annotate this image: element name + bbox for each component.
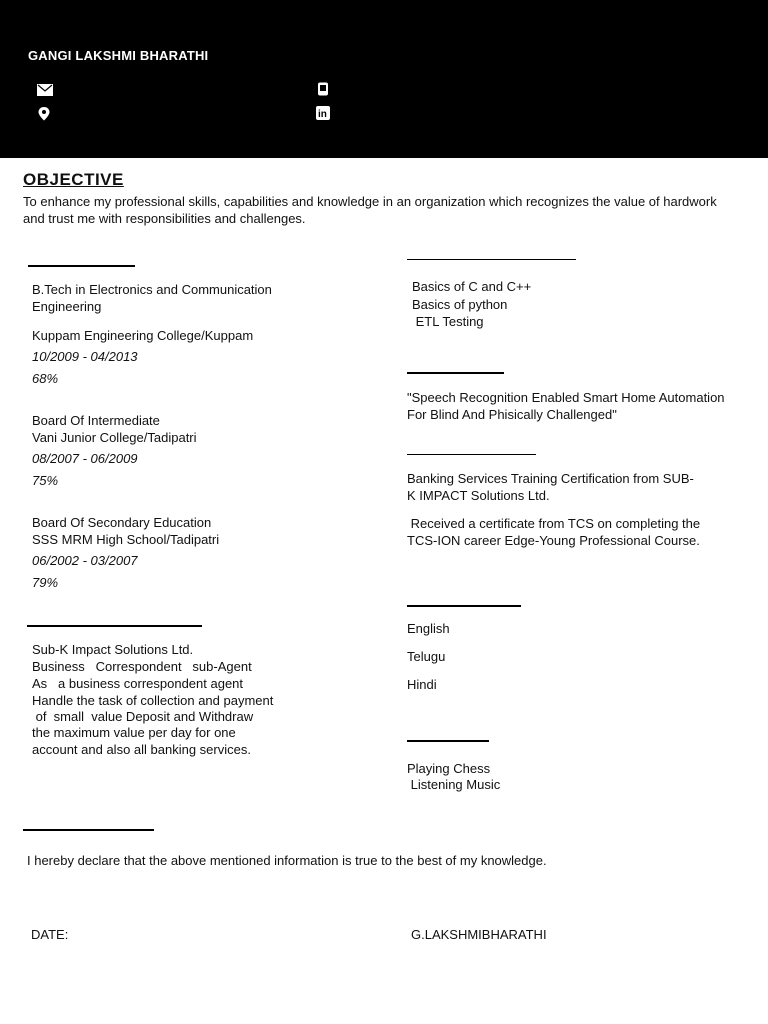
- education-degree: Board Of Intermediate: [32, 413, 160, 428]
- linkedin-icon: [316, 106, 332, 120]
- education-dates: 08/2007 - 06/2009: [32, 451, 138, 466]
- education-score: 79%: [32, 575, 59, 590]
- certification-item: K IMPACT Solutions Ltd.: [407, 488, 550, 503]
- svg-text:in: in: [318, 109, 327, 120]
- skill-item: Basics of C and C++: [412, 279, 532, 294]
- hobbies-heading-rule: [407, 740, 489, 742]
- experience-line: account and also all banking services.: [32, 742, 251, 757]
- certification-item: Received a certificate from TCS on completing the: [407, 516, 701, 531]
- project-heading-rule: [407, 372, 504, 374]
- education-degree: Engineering: [32, 299, 102, 314]
- education-dates: 06/2002 - 03/2007: [32, 553, 138, 568]
- hobby-item: Playing Chess: [407, 761, 491, 776]
- phone-icon: [317, 82, 333, 96]
- language-item: Hindi: [407, 677, 437, 692]
- declaration-text: I hereby declare that the above mentioned information is true to the best of my knowledge.: [27, 853, 547, 868]
- experience-line: As a business correspondent agent: [32, 676, 244, 691]
- project-title: "Speech Recognition Enabled Smart Home Automation: [407, 390, 725, 405]
- education-institution: Kuppam Engineering College/Kuppam: [32, 328, 254, 343]
- declaration-heading-rule: [23, 829, 154, 831]
- experience-line: the maximum value per day for one: [32, 725, 236, 740]
- education-institution: SSS MRM High School/Tadipatri: [32, 532, 220, 547]
- education-institution: Vani Junior College/Tadipatri: [32, 430, 197, 445]
- project-title: For Blind And Phisically Challenged": [407, 407, 617, 422]
- education-degree: Board Of Secondary Education: [32, 515, 212, 530]
- education-score: 75%: [32, 473, 59, 488]
- education-heading-rule: [28, 265, 135, 267]
- objective-text: To enhance my professional skills, capabilities and knowledge in an organization which recognizes the value of hardwork and trust me with responsibilities and challenges.: [23, 194, 717, 226]
- skill-item: Basics of python: [412, 297, 508, 312]
- education-score: 68%: [32, 371, 59, 386]
- email-icon: [37, 83, 53, 97]
- skill-item: ETL Testing: [412, 314, 484, 329]
- candidate-name: GANGI LAKSHMI BHARATHI: [28, 48, 209, 63]
- language-item: Telugu: [407, 649, 446, 664]
- experience-line: of small value Deposit and Withdraw: [32, 709, 254, 724]
- date-label: DATE:: [31, 927, 69, 942]
- education-dates: 10/2009 - 04/2013: [32, 349, 138, 364]
- hobby-item: Listening Music: [407, 777, 501, 792]
- signature-name: G.LAKSHMIBHARATHI: [411, 927, 547, 942]
- experience-heading-rule: [27, 625, 202, 627]
- education-degree: B.Tech in Electronics and Communication: [32, 282, 272, 297]
- experience-line: Handle the task of collection and payment: [32, 693, 274, 708]
- skills-heading-rule: [407, 259, 576, 260]
- certifications-heading-rule: [407, 454, 536, 455]
- location-icon: [38, 107, 54, 121]
- header-banner: [0, 0, 768, 158]
- certification-item: TCS-ION career Edge-Young Professional Course.: [407, 533, 700, 548]
- experience-line: Business Correspondent sub-Agent: [32, 659, 252, 674]
- experience-company: Sub-K Impact Solutions Ltd.: [32, 642, 194, 657]
- objective-heading: OBJECTIVE: [23, 170, 124, 189]
- language-item: English: [407, 621, 450, 636]
- certification-item: Banking Services Training Certification from SUB-: [407, 471, 694, 486]
- languages-heading-rule: [407, 605, 521, 607]
